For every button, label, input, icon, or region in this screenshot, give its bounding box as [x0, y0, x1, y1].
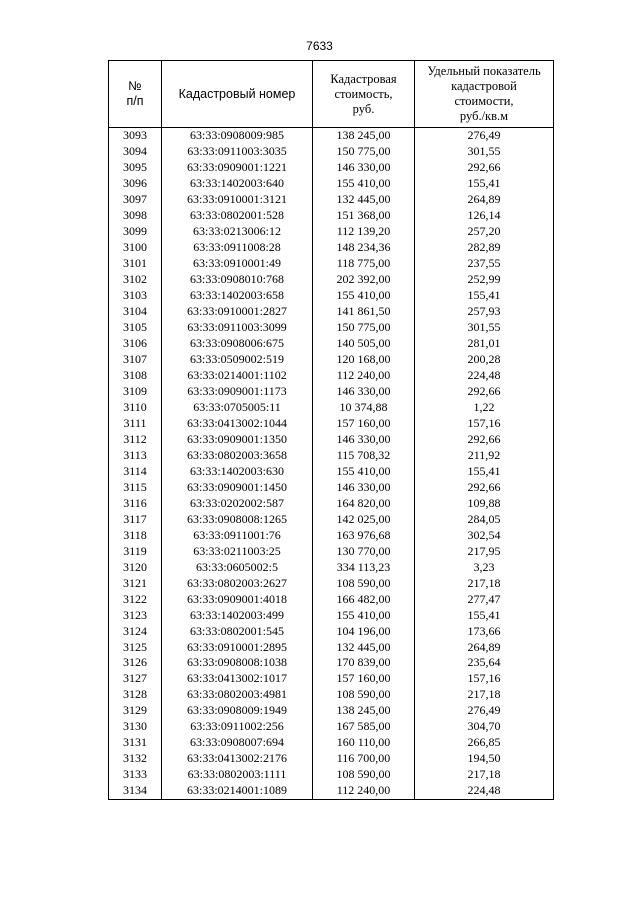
table-row: [109, 751, 554, 767]
row-number-cell: 3118: [109, 528, 162, 544]
table-row: [109, 528, 554, 544]
cadastral-number-cell: 63:33:0214001:1102: [162, 368, 313, 384]
cadastral-number-cell: 63:33:0802003:4981: [162, 687, 313, 703]
cadastral-number-cell: 63:33:0910001:3121: [162, 192, 313, 208]
row-number-cell: 3111: [109, 416, 162, 432]
cadastral-cost-cell: 151 368,00: [313, 208, 415, 224]
table-row: [109, 608, 554, 624]
table-body: [109, 128, 554, 800]
cadastral-cost-cell: 155 410,00: [313, 608, 415, 624]
table-row: [109, 432, 554, 448]
specific-indicator-cell: 217,18: [415, 687, 554, 703]
cadastral-number-cell: 63:33:0910001:49: [162, 256, 313, 272]
row-number-cell: 3104: [109, 304, 162, 320]
table-row: [109, 256, 554, 272]
page-number: 7633: [306, 39, 333, 53]
table-row: [109, 272, 554, 288]
cadastral-cost-cell: 116 700,00: [313, 751, 415, 767]
table-row: [109, 160, 554, 176]
cadastral-number-cell: 63:33:0413002:2176: [162, 751, 313, 767]
cadastral-cost-cell: 108 590,00: [313, 576, 415, 592]
cadastral-cost-cell: 146 330,00: [313, 480, 415, 496]
cadastral-cost-cell: 120 168,00: [313, 352, 415, 368]
specific-indicator-cell: 257,93: [415, 304, 554, 320]
row-number-cell: 3134: [109, 783, 162, 799]
cadastral-cost-cell: 112 240,00: [313, 368, 415, 384]
row-number-cell: 3097: [109, 192, 162, 208]
header-specific-line: Удельный показатель: [427, 64, 541, 78]
cadastral-cost-cell: 150 775,00: [313, 144, 415, 160]
row-number-cell: 3093: [109, 128, 162, 144]
header-specific-indicator: [415, 61, 554, 128]
row-number-cell: 3112: [109, 432, 162, 448]
cadastral-number-cell: 63:33:0202002:587: [162, 496, 313, 512]
row-number-cell: 3121: [109, 576, 162, 592]
cadastral-cost-cell: 202 392,00: [313, 272, 415, 288]
cadastral-number-cell: 63:33:0911003:3035: [162, 144, 313, 160]
table-row: [109, 496, 554, 512]
row-number-cell: 3108: [109, 368, 162, 384]
cadastral-cost-cell: 163 976,68: [313, 528, 415, 544]
row-number-cell: 3094: [109, 144, 162, 160]
cadastral-number-cell: 63:33:1402003:640: [162, 176, 313, 192]
table-row: [109, 288, 554, 304]
cadastral-number-cell: 63:33:0802003:3658: [162, 448, 313, 464]
table-row: [109, 687, 554, 703]
cadastral-number-cell: 63:33:0211003:25: [162, 544, 313, 560]
row-number-cell: 3122: [109, 592, 162, 608]
cadastral-cost-cell: 138 245,00: [313, 703, 415, 719]
cadastral-cost-cell: 150 775,00: [313, 320, 415, 336]
row-number-cell: 3128: [109, 687, 162, 703]
cadastral-number-cell: 63:33:0909001:1450: [162, 480, 313, 496]
row-number-cell: 3131: [109, 735, 162, 751]
row-number-cell: 3120: [109, 560, 162, 576]
cadastral-number-cell: 63:33:0802003:1111: [162, 767, 313, 783]
specific-indicator-cell: 304,70: [415, 719, 554, 735]
row-number-cell: 3113: [109, 448, 162, 464]
cadastral-number-cell: 63:33:1402003:658: [162, 288, 313, 304]
specific-indicator-cell: 281,01: [415, 336, 554, 352]
row-number-cell: 3123: [109, 608, 162, 624]
table-row: [109, 128, 554, 144]
row-number-cell: 3129: [109, 703, 162, 719]
specific-indicator-cell: 276,49: [415, 703, 554, 719]
cadastral-cost-cell: 108 590,00: [313, 687, 415, 703]
cadastral-cost-cell: 155 410,00: [313, 176, 415, 192]
row-number-cell: 3133: [109, 767, 162, 783]
cadastral-cost-cell: 166 482,00: [313, 592, 415, 608]
table-row: [109, 208, 554, 224]
specific-indicator-cell: 109,88: [415, 496, 554, 512]
specific-indicator-cell: 155,41: [415, 288, 554, 304]
row-number-cell: 3127: [109, 671, 162, 687]
row-number-cell: 3099: [109, 224, 162, 240]
cadastral-cost-cell: 170 839,00: [313, 655, 415, 671]
row-number-cell: 3105: [109, 320, 162, 336]
row-number-cell: 3125: [109, 640, 162, 656]
specific-indicator-cell: 277,47: [415, 592, 554, 608]
cadastral-cost-cell: 164 820,00: [313, 496, 415, 512]
header-cadastral-number: Кадастровый номер: [162, 61, 313, 128]
cadastral-cost-cell: 167 585,00: [313, 719, 415, 735]
cadastral-number-cell: 63:33:0908008:1038: [162, 655, 313, 671]
cadastral-cost-cell: 155 410,00: [313, 464, 415, 480]
table-row: [109, 640, 554, 656]
specific-indicator-cell: 237,55: [415, 256, 554, 272]
cadastral-cost-cell: 155 410,00: [313, 288, 415, 304]
row-number-cell: 3106: [109, 336, 162, 352]
specific-indicator-cell: 301,55: [415, 320, 554, 336]
specific-indicator-cell: 292,66: [415, 480, 554, 496]
specific-indicator-cell: 224,48: [415, 368, 554, 384]
cadastral-number-cell: 63:33:0910001:2827: [162, 304, 313, 320]
cadastral-cost-cell: 132 445,00: [313, 192, 415, 208]
specific-indicator-cell: 3,23: [415, 560, 554, 576]
cadastral-number-cell: 63:33:0908007:694: [162, 735, 313, 751]
specific-indicator-cell: 284,05: [415, 512, 554, 528]
table-row: [109, 176, 554, 192]
table-row: [109, 416, 554, 432]
table-row: [109, 624, 554, 640]
cadastral-cost-cell: 160 110,00: [313, 735, 415, 751]
row-number-cell: 3114: [109, 464, 162, 480]
specific-indicator-cell: 264,89: [415, 640, 554, 656]
specific-indicator-cell: 126,14: [415, 208, 554, 224]
specific-indicator-cell: 157,16: [415, 416, 554, 432]
cadastral-cost-cell: 115 708,32: [313, 448, 415, 464]
table-row: [109, 400, 554, 416]
cadastral-table: [108, 60, 554, 800]
specific-indicator-cell: 155,41: [415, 464, 554, 480]
table-row: [109, 719, 554, 735]
table-header: [109, 61, 554, 128]
cadastral-cost-cell: 140 505,00: [313, 336, 415, 352]
cadastral-number-cell: 63:33:0802001:545: [162, 624, 313, 640]
header-row-number: [109, 61, 162, 128]
cadastral-number-cell: 63:33:0908010:768: [162, 272, 313, 288]
cadastral-number-cell: 63:33:0413002:1044: [162, 416, 313, 432]
header-row: [109, 61, 554, 128]
cadastral-number-cell: 63:33:0413002:1017: [162, 671, 313, 687]
table-row: [109, 384, 554, 400]
header-specific-line: стоимости,: [454, 94, 514, 108]
table-row: [109, 592, 554, 608]
table-row: [109, 655, 554, 671]
cadastral-cost-cell: 104 196,00: [313, 624, 415, 640]
header-row-number-line: п/п: [126, 94, 144, 108]
cadastral-cost-cell: 141 861,50: [313, 304, 415, 320]
table-row: [109, 368, 554, 384]
cadastral-number-cell: 63:33:0214001:1089: [162, 783, 313, 799]
header-row-number-line: №: [128, 79, 142, 93]
cadastral-number-cell: 63:33:0908009:985: [162, 128, 313, 144]
specific-indicator-cell: 155,41: [415, 176, 554, 192]
table-row: [109, 783, 554, 799]
cadastral-cost-cell: 157 160,00: [313, 671, 415, 687]
row-number-cell: 3130: [109, 719, 162, 735]
specific-indicator-cell: 217,95: [415, 544, 554, 560]
cadastral-cost-cell: 138 245,00: [313, 128, 415, 144]
cadastral-cost-cell: 108 590,00: [313, 767, 415, 783]
cadastral-number-cell: 63:33:0911008:28: [162, 240, 313, 256]
row-number-cell: 3115: [109, 480, 162, 496]
specific-indicator-cell: 292,66: [415, 432, 554, 448]
row-number-cell: 3117: [109, 512, 162, 528]
table-row: [109, 240, 554, 256]
row-number-cell: 3098: [109, 208, 162, 224]
cadastral-cost-cell: 146 330,00: [313, 384, 415, 400]
row-number-cell: 3107: [109, 352, 162, 368]
cadastral-cost-cell: 334 113,23: [313, 560, 415, 576]
row-number-cell: 3102: [109, 272, 162, 288]
cadastral-cost-cell: 142 025,00: [313, 512, 415, 528]
specific-indicator-cell: 157,16: [415, 671, 554, 687]
cadastral-number-cell: 63:33:0911003:3099: [162, 320, 313, 336]
row-number-cell: 3110: [109, 400, 162, 416]
cadastral-cost-cell: 10 374,88: [313, 400, 415, 416]
header-cost-line: стоимость,: [334, 86, 393, 101]
specific-indicator-cell: 282,89: [415, 240, 554, 256]
table-row: [109, 735, 554, 751]
specific-indicator-cell: 292,66: [415, 160, 554, 176]
table-row: [109, 544, 554, 560]
table-row: [109, 352, 554, 368]
cadastral-cost-cell: 148 234,36: [313, 240, 415, 256]
cadastral-number-cell: 63:33:0509002:519: [162, 352, 313, 368]
cadastral-number-cell: 63:33:0909001:1350: [162, 432, 313, 448]
table-row: [109, 192, 554, 208]
specific-indicator-cell: 217,18: [415, 576, 554, 592]
row-number-cell: 3132: [109, 751, 162, 767]
table-row: [109, 703, 554, 719]
specific-indicator-cell: 200,28: [415, 352, 554, 368]
specific-indicator-cell: 173,66: [415, 624, 554, 640]
cadastral-number-cell: 63:33:1402003:630: [162, 464, 313, 480]
row-number-cell: 3095: [109, 160, 162, 176]
table-row: [109, 512, 554, 528]
cadastral-number-cell: 63:33:0911001:76: [162, 528, 313, 544]
row-number-cell: 3109: [109, 384, 162, 400]
cadastral-number-cell: 63:33:0213006:12: [162, 224, 313, 240]
cadastral-cost-cell: 112 139,20: [313, 224, 415, 240]
cadastral-cost-cell: 132 445,00: [313, 640, 415, 656]
specific-indicator-cell: 257,20: [415, 224, 554, 240]
specific-indicator-cell: 235,64: [415, 655, 554, 671]
header-specific-line: руб./кв.м: [459, 109, 509, 123]
cadastral-number-cell: 63:33:0908008:1265: [162, 512, 313, 528]
header-cadastral-cost: [313, 61, 415, 128]
cadastral-number-cell: 63:33:1402003:499: [162, 608, 313, 624]
specific-indicator-cell: 266,85: [415, 735, 554, 751]
cadastral-cost-cell: 130 770,00: [313, 544, 415, 560]
row-number-cell: 3119: [109, 544, 162, 560]
cadastral-number-cell: 63:33:0908009:1949: [162, 703, 313, 719]
table-row: [109, 448, 554, 464]
specific-indicator-cell: 292,66: [415, 384, 554, 400]
cadastral-cost-cell: 118 775,00: [313, 256, 415, 272]
cadastral-cost-cell: 112 240,00: [313, 783, 415, 799]
cadastral-number-cell: 63:33:0909001:1221: [162, 160, 313, 176]
specific-indicator-cell: 264,89: [415, 192, 554, 208]
specific-indicator-cell: 301,55: [415, 144, 554, 160]
table-row: [109, 560, 554, 576]
table-row: [109, 144, 554, 160]
specific-indicator-cell: 217,18: [415, 767, 554, 783]
table-row: [109, 320, 554, 336]
row-number-cell: 3126: [109, 655, 162, 671]
specific-indicator-cell: 1,22: [415, 400, 554, 416]
specific-indicator-cell: 194,50: [415, 751, 554, 767]
row-number-cell: 3096: [109, 176, 162, 192]
cadastral-number-cell: 63:33:0910001:2895: [162, 640, 313, 656]
table-row: [109, 464, 554, 480]
table-row: [109, 224, 554, 240]
table-row: [109, 336, 554, 352]
specific-indicator-cell: 155,41: [415, 608, 554, 624]
table-row: [109, 480, 554, 496]
header-cost-line: Кадастровая: [330, 71, 397, 86]
specific-indicator-cell: 211,92: [415, 448, 554, 464]
cadastral-number-cell: 63:33:0911002:256: [162, 719, 313, 735]
cadastral-number-cell: 63:33:0802003:2627: [162, 576, 313, 592]
row-number-cell: 3124: [109, 624, 162, 640]
row-number-cell: 3101: [109, 256, 162, 272]
cadastral-number-cell: 63:33:0605002:5: [162, 560, 313, 576]
header-specific-line: кадастровой: [451, 79, 517, 93]
row-number-cell: 3116: [109, 496, 162, 512]
table-row: [109, 671, 554, 687]
specific-indicator-cell: 252,99: [415, 272, 554, 288]
cadastral-cost-cell: 157 160,00: [313, 416, 415, 432]
cadastral-cost-cell: 146 330,00: [313, 432, 415, 448]
table-row: [109, 304, 554, 320]
cadastral-number-cell: 63:33:0705005:11: [162, 400, 313, 416]
table-row: [109, 767, 554, 783]
cadastral-number-cell: 63:33:0802001:528: [162, 208, 313, 224]
row-number-cell: 3103: [109, 288, 162, 304]
specific-indicator-cell: 276,49: [415, 128, 554, 144]
specific-indicator-cell: 224,48: [415, 783, 554, 799]
cadastral-cost-cell: 146 330,00: [313, 160, 415, 176]
row-number-cell: 3100: [109, 240, 162, 256]
cadastral-number-cell: 63:33:0909001:4018: [162, 592, 313, 608]
header-cost-line: руб.: [352, 101, 375, 116]
cadastral-number-cell: 63:33:0908006:675: [162, 336, 313, 352]
specific-indicator-cell: 302,54: [415, 528, 554, 544]
table-row: [109, 576, 554, 592]
cadastral-number-cell: 63:33:0909001:1173: [162, 384, 313, 400]
